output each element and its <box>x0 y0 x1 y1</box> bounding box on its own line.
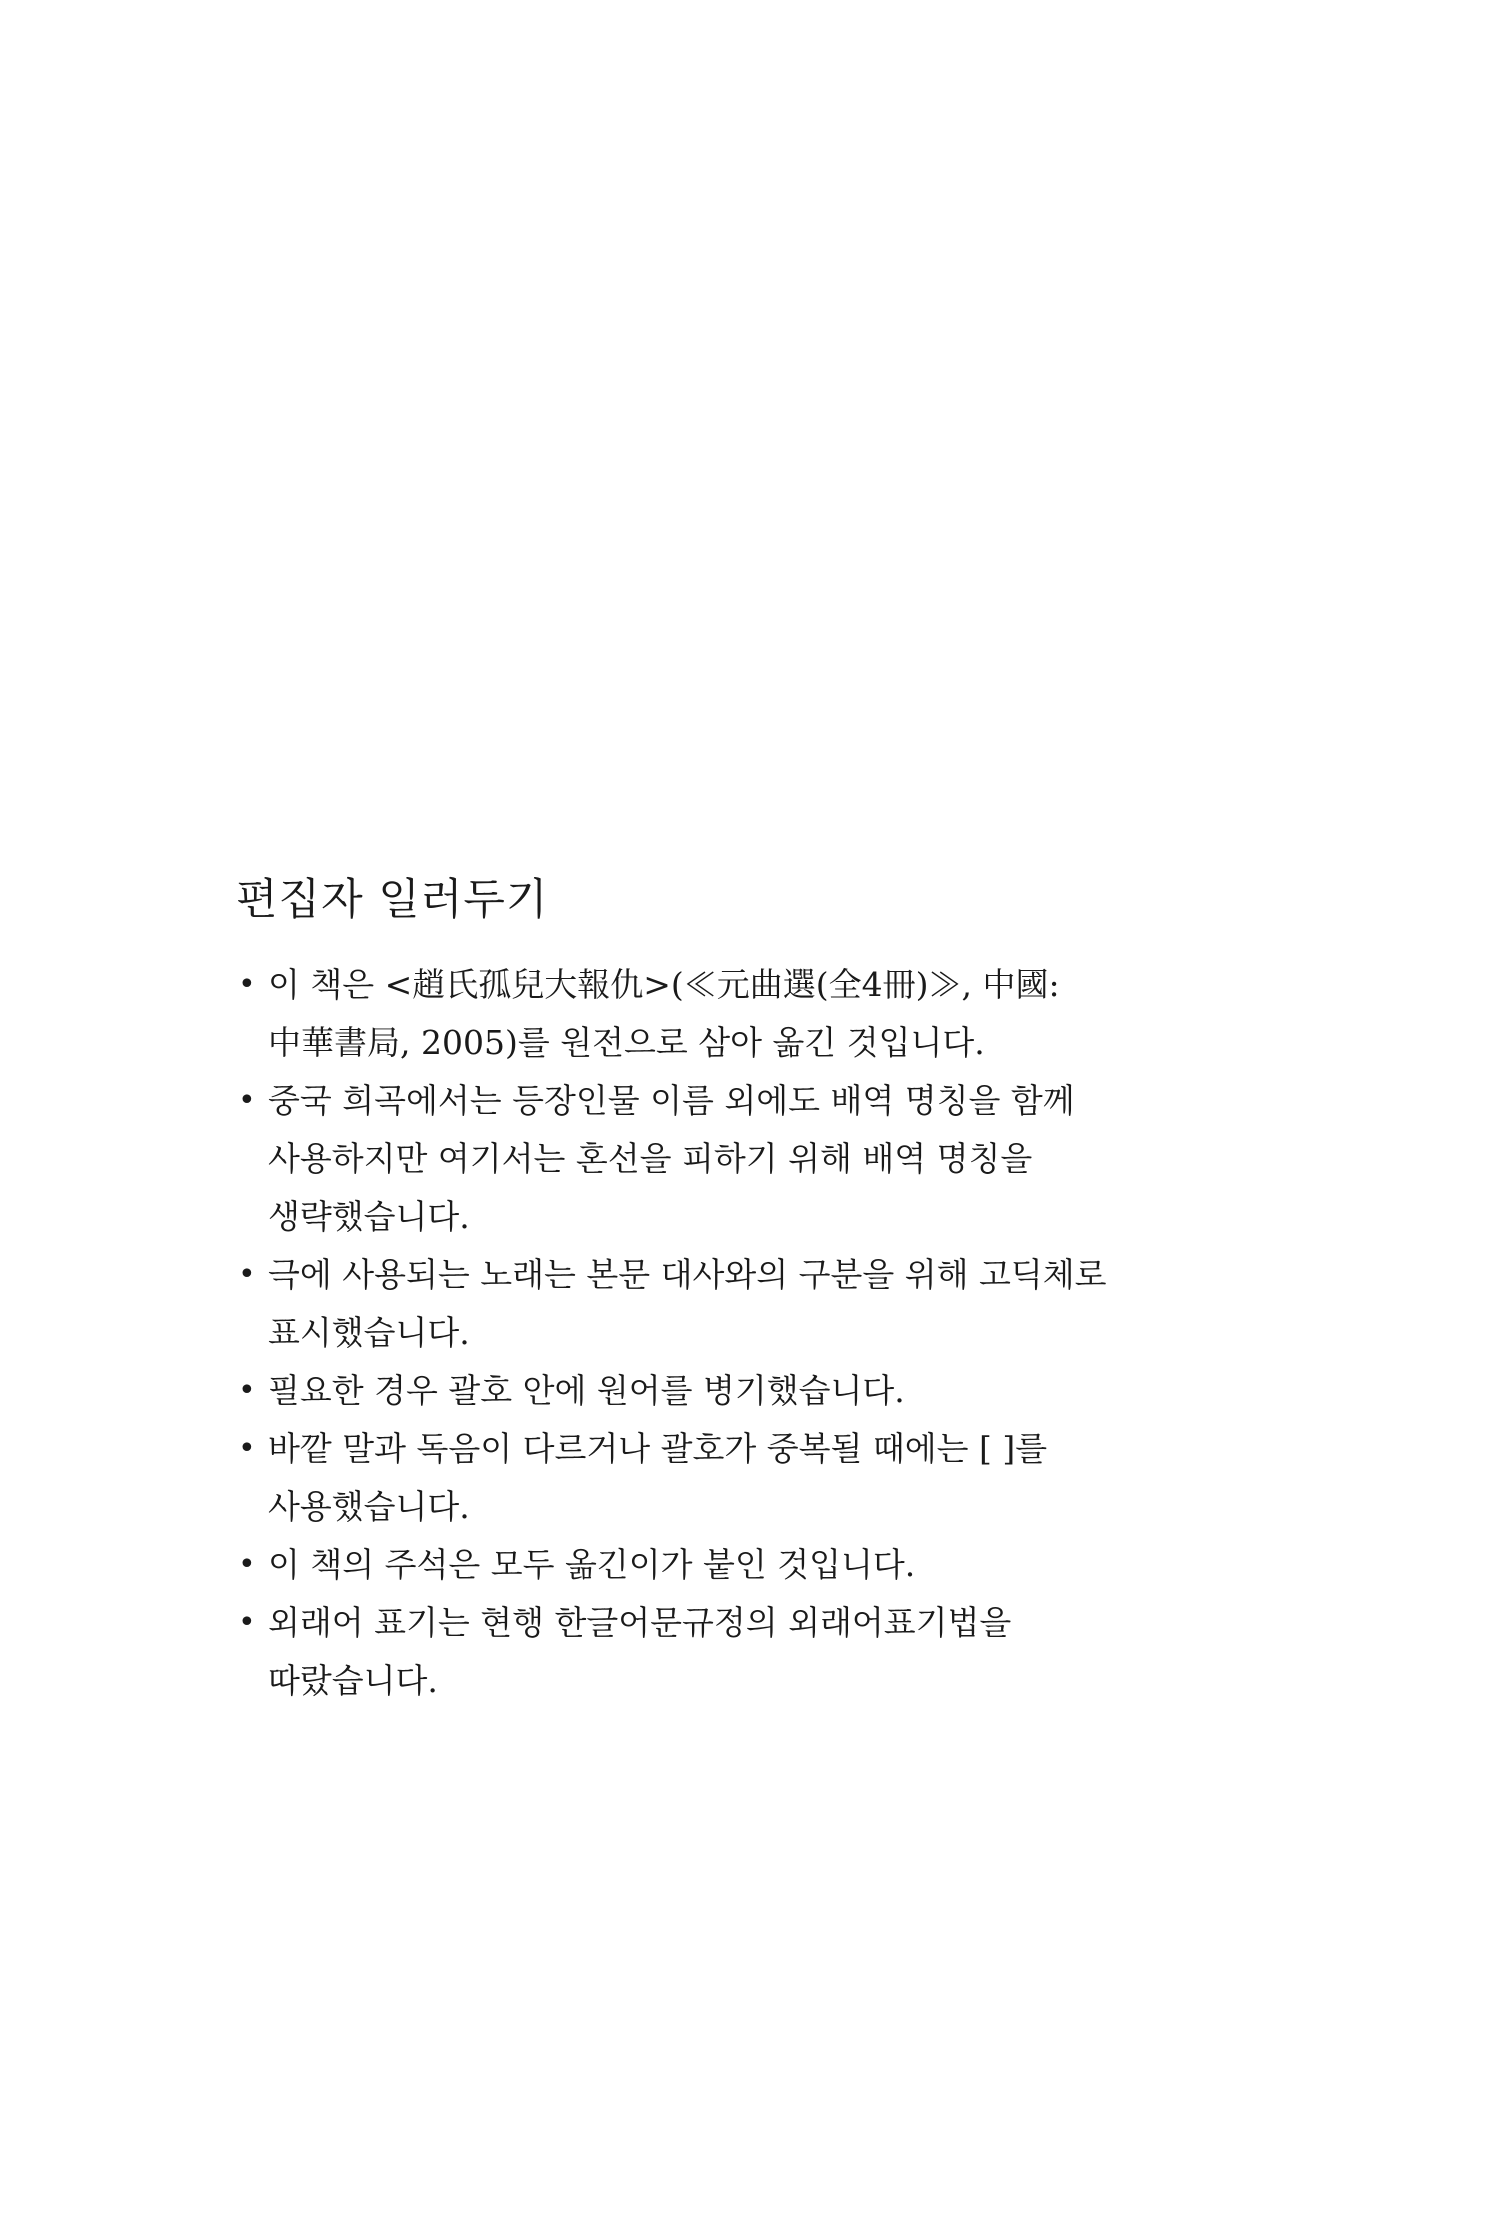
note-line: 中華書局, 2005)를 원전으로 삼아 옮긴 것입니다. <box>268 1023 985 1062</box>
bullet-icon: • <box>238 1547 256 1582</box>
page-title: 편집자 일러두기 <box>236 875 549 925</box>
note-line: 외래어 표기는 현행 한글어문규정의 외래어표기법을 <box>268 1603 1012 1642</box>
note-line: 사용하지만 여기서는 혼선을 피하기 위해 배역 명칭을 <box>268 1139 1033 1178</box>
bullet-icon: • <box>238 1431 256 1466</box>
note-line: 이 책은 <趙氏孤兒大報仇>(≪元曲選(全4冊)≫, 中國: <box>268 965 1060 1004</box>
note-item-7 <box>236 1594 1196 1710</box>
note-item-3 <box>236 1246 1196 1362</box>
note-item-5 <box>236 1420 1196 1536</box>
note-item-1 <box>236 956 1196 1072</box>
bullet-icon: • <box>238 1083 256 1118</box>
note-line: 사용했습니다. <box>268 1487 470 1526</box>
note-line: 바깥 말과 독음이 다르거나 괄호가 중복될 때에는 [ ]를 <box>268 1429 1048 1468</box>
note-line: 표시했습니다. <box>268 1313 470 1352</box>
bullet-icon: • <box>238 1257 256 1292</box>
note-line: 극에 사용되는 노래는 본문 대사와의 구분을 위해 고딕체로 <box>268 1255 1107 1294</box>
note-line: 필요한 경우 괄호 안에 원어를 병기했습니다. <box>268 1371 905 1410</box>
note-line: 따랐습니다. <box>268 1661 438 1700</box>
bullet-icon: • <box>238 967 256 1002</box>
note-line: 이 책의 주석은 모두 옮긴이가 붙인 것입니다. <box>268 1545 916 1584</box>
bullet-icon: • <box>238 1605 256 1640</box>
note-item-2 <box>236 1072 1196 1246</box>
note-line: 생략했습니다. <box>268 1197 470 1236</box>
note-line: 중국 희곡에서는 등장인물 이름 외에도 배역 명칭을 함께 <box>268 1081 1075 1120</box>
note-item-6 <box>236 1536 1196 1594</box>
note-item-4 <box>236 1362 1196 1420</box>
bullet-icon: • <box>238 1373 256 1408</box>
notes-list <box>236 956 1196 1710</box>
